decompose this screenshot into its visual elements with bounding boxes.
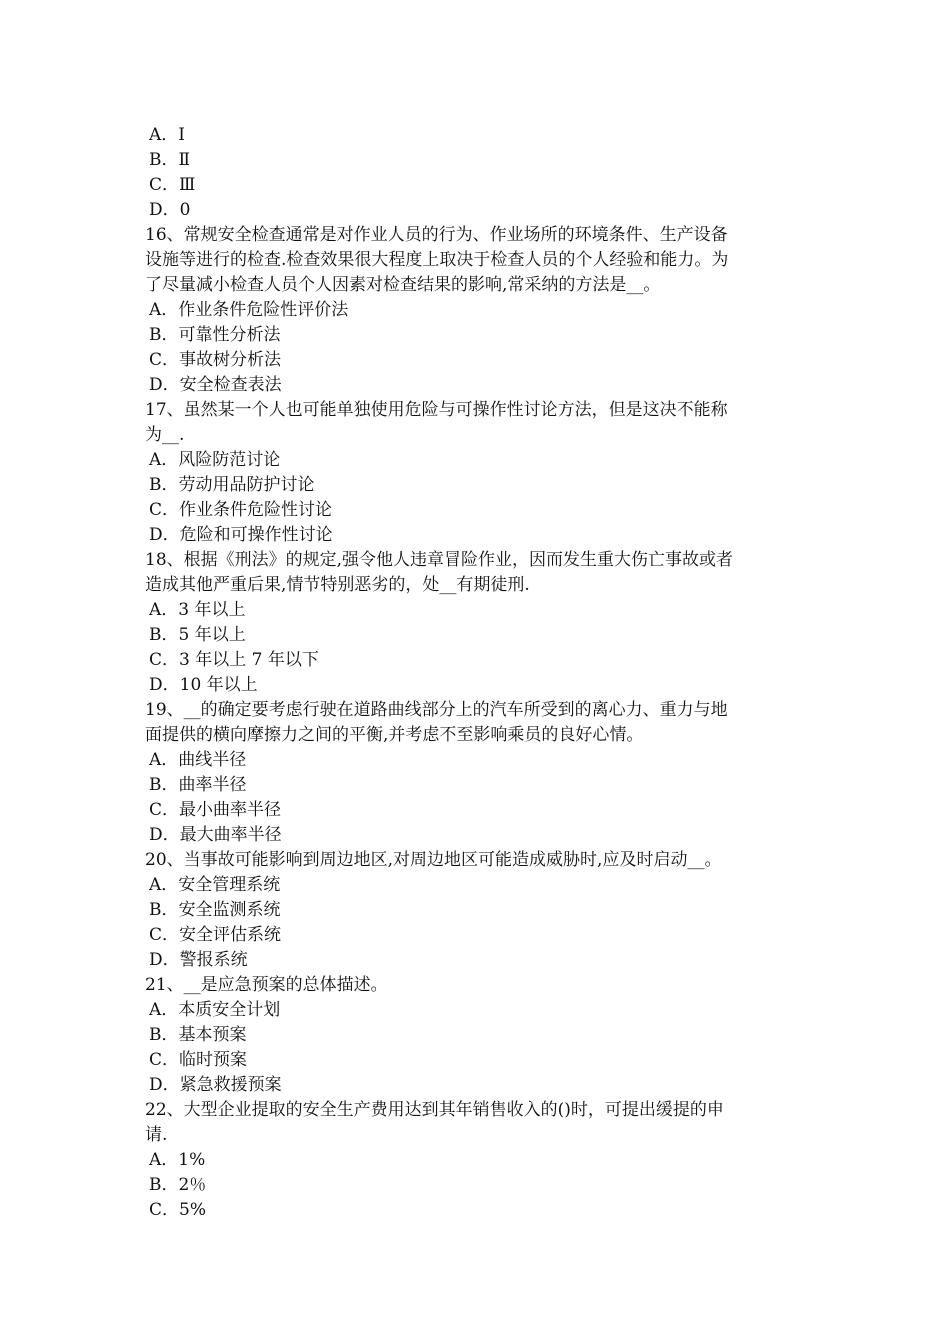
- answer-option: D．最大曲率半径: [149, 825, 282, 845]
- question-text-line: 21、__是应急预案的总体描述。: [145, 975, 388, 995]
- question-text-line: 造成其他严重后果,情节特别恶劣的，处__有期徒刑.: [145, 575, 530, 595]
- question-text-line: 了尽量减小检查人员个人因素对检查结果的影响,常采纳的方法是__。: [145, 275, 661, 295]
- answer-option: C．作业条件危险性讨论: [149, 500, 333, 520]
- answer-option: C．安全评估系统: [149, 925, 282, 945]
- question-text-line: 面提供的横向摩擦力之间的平衡,并考虑不至影响乘员的良好心情。: [145, 725, 644, 745]
- answer-option: D．10 年以上: [149, 675, 258, 695]
- answer-option: D．警报系统: [149, 950, 248, 970]
- question-text-line: 22、大型企业提取的安全生产费用达到其年销售收入的()时，可提出缓提的申: [145, 1100, 724, 1120]
- answer-option: B．安全监测系统: [149, 900, 281, 920]
- question-text-line: 请.: [145, 1125, 168, 1145]
- answer-option: A．安全管理系统: [149, 875, 281, 895]
- answer-option: B．曲率半径: [149, 775, 247, 795]
- answer-option: D．紧急救援预案: [149, 1075, 282, 1095]
- answer-option: C．事故树分析法: [149, 350, 282, 370]
- answer-option: B．劳动用品防护讨论: [149, 475, 315, 495]
- answer-option: A．Ⅰ: [149, 125, 185, 145]
- answer-option: C．3 年以上 7 年以下: [149, 650, 319, 670]
- question-text-line: 为__.: [145, 425, 185, 445]
- answer-option: B．Ⅱ: [149, 150, 191, 170]
- question-text-line: 16、常规安全检查通常是对作业人员的行为、作业场所的环境条件、生产设备: [145, 225, 728, 245]
- answer-option: B．可靠性分析法: [149, 325, 281, 345]
- answer-option: C．临时预案: [149, 1050, 248, 1070]
- answer-option: B．5 年以上: [149, 625, 246, 645]
- answer-option: A．1%: [149, 1150, 206, 1170]
- answer-option: A．3 年以上: [149, 600, 246, 620]
- question-text-line: 17、虽然某一个人也可能单独使用危险与可操作性讨论方法，但是这决不能称: [145, 400, 728, 420]
- answer-option: A．风险防范讨论: [149, 450, 281, 470]
- answer-option: D．危险和可操作性讨论: [149, 525, 333, 545]
- answer-option: C．Ⅲ: [149, 175, 196, 195]
- question-text-line: 19、__的确定要考虑行驶在道路曲线部分上的汽车所受到的离心力、重力与地: [145, 700, 728, 720]
- answer-option: B．基本预案: [149, 1025, 247, 1045]
- answer-option: A．作业条件危险性评价法: [149, 300, 349, 320]
- answer-option: C．5%: [149, 1200, 206, 1220]
- answer-option: A．曲线半径: [149, 750, 247, 770]
- question-text-line: 18、根据《刑法》的规定,强令他人违章冒险作业，因而发生重大伤亡事故或者: [145, 550, 734, 570]
- answer-option: D．0: [149, 200, 191, 220]
- answer-option: D．安全检查表法: [149, 375, 282, 395]
- answer-option: B．2％: [149, 1175, 207, 1195]
- answer-option: A．本质安全计划: [149, 1000, 281, 1020]
- document-body: [145, 123, 815, 1223]
- question-text-line: 20、当事故可能影响到周边地区,对周边地区可能造成威胁时,应及时启动__。: [145, 850, 722, 870]
- question-text-line: 设施等进行的检查.检查效果很大程度上取决于检查人员的个人经验和能力。为: [145, 250, 729, 270]
- answer-option: C．最小曲率半径: [149, 800, 282, 820]
